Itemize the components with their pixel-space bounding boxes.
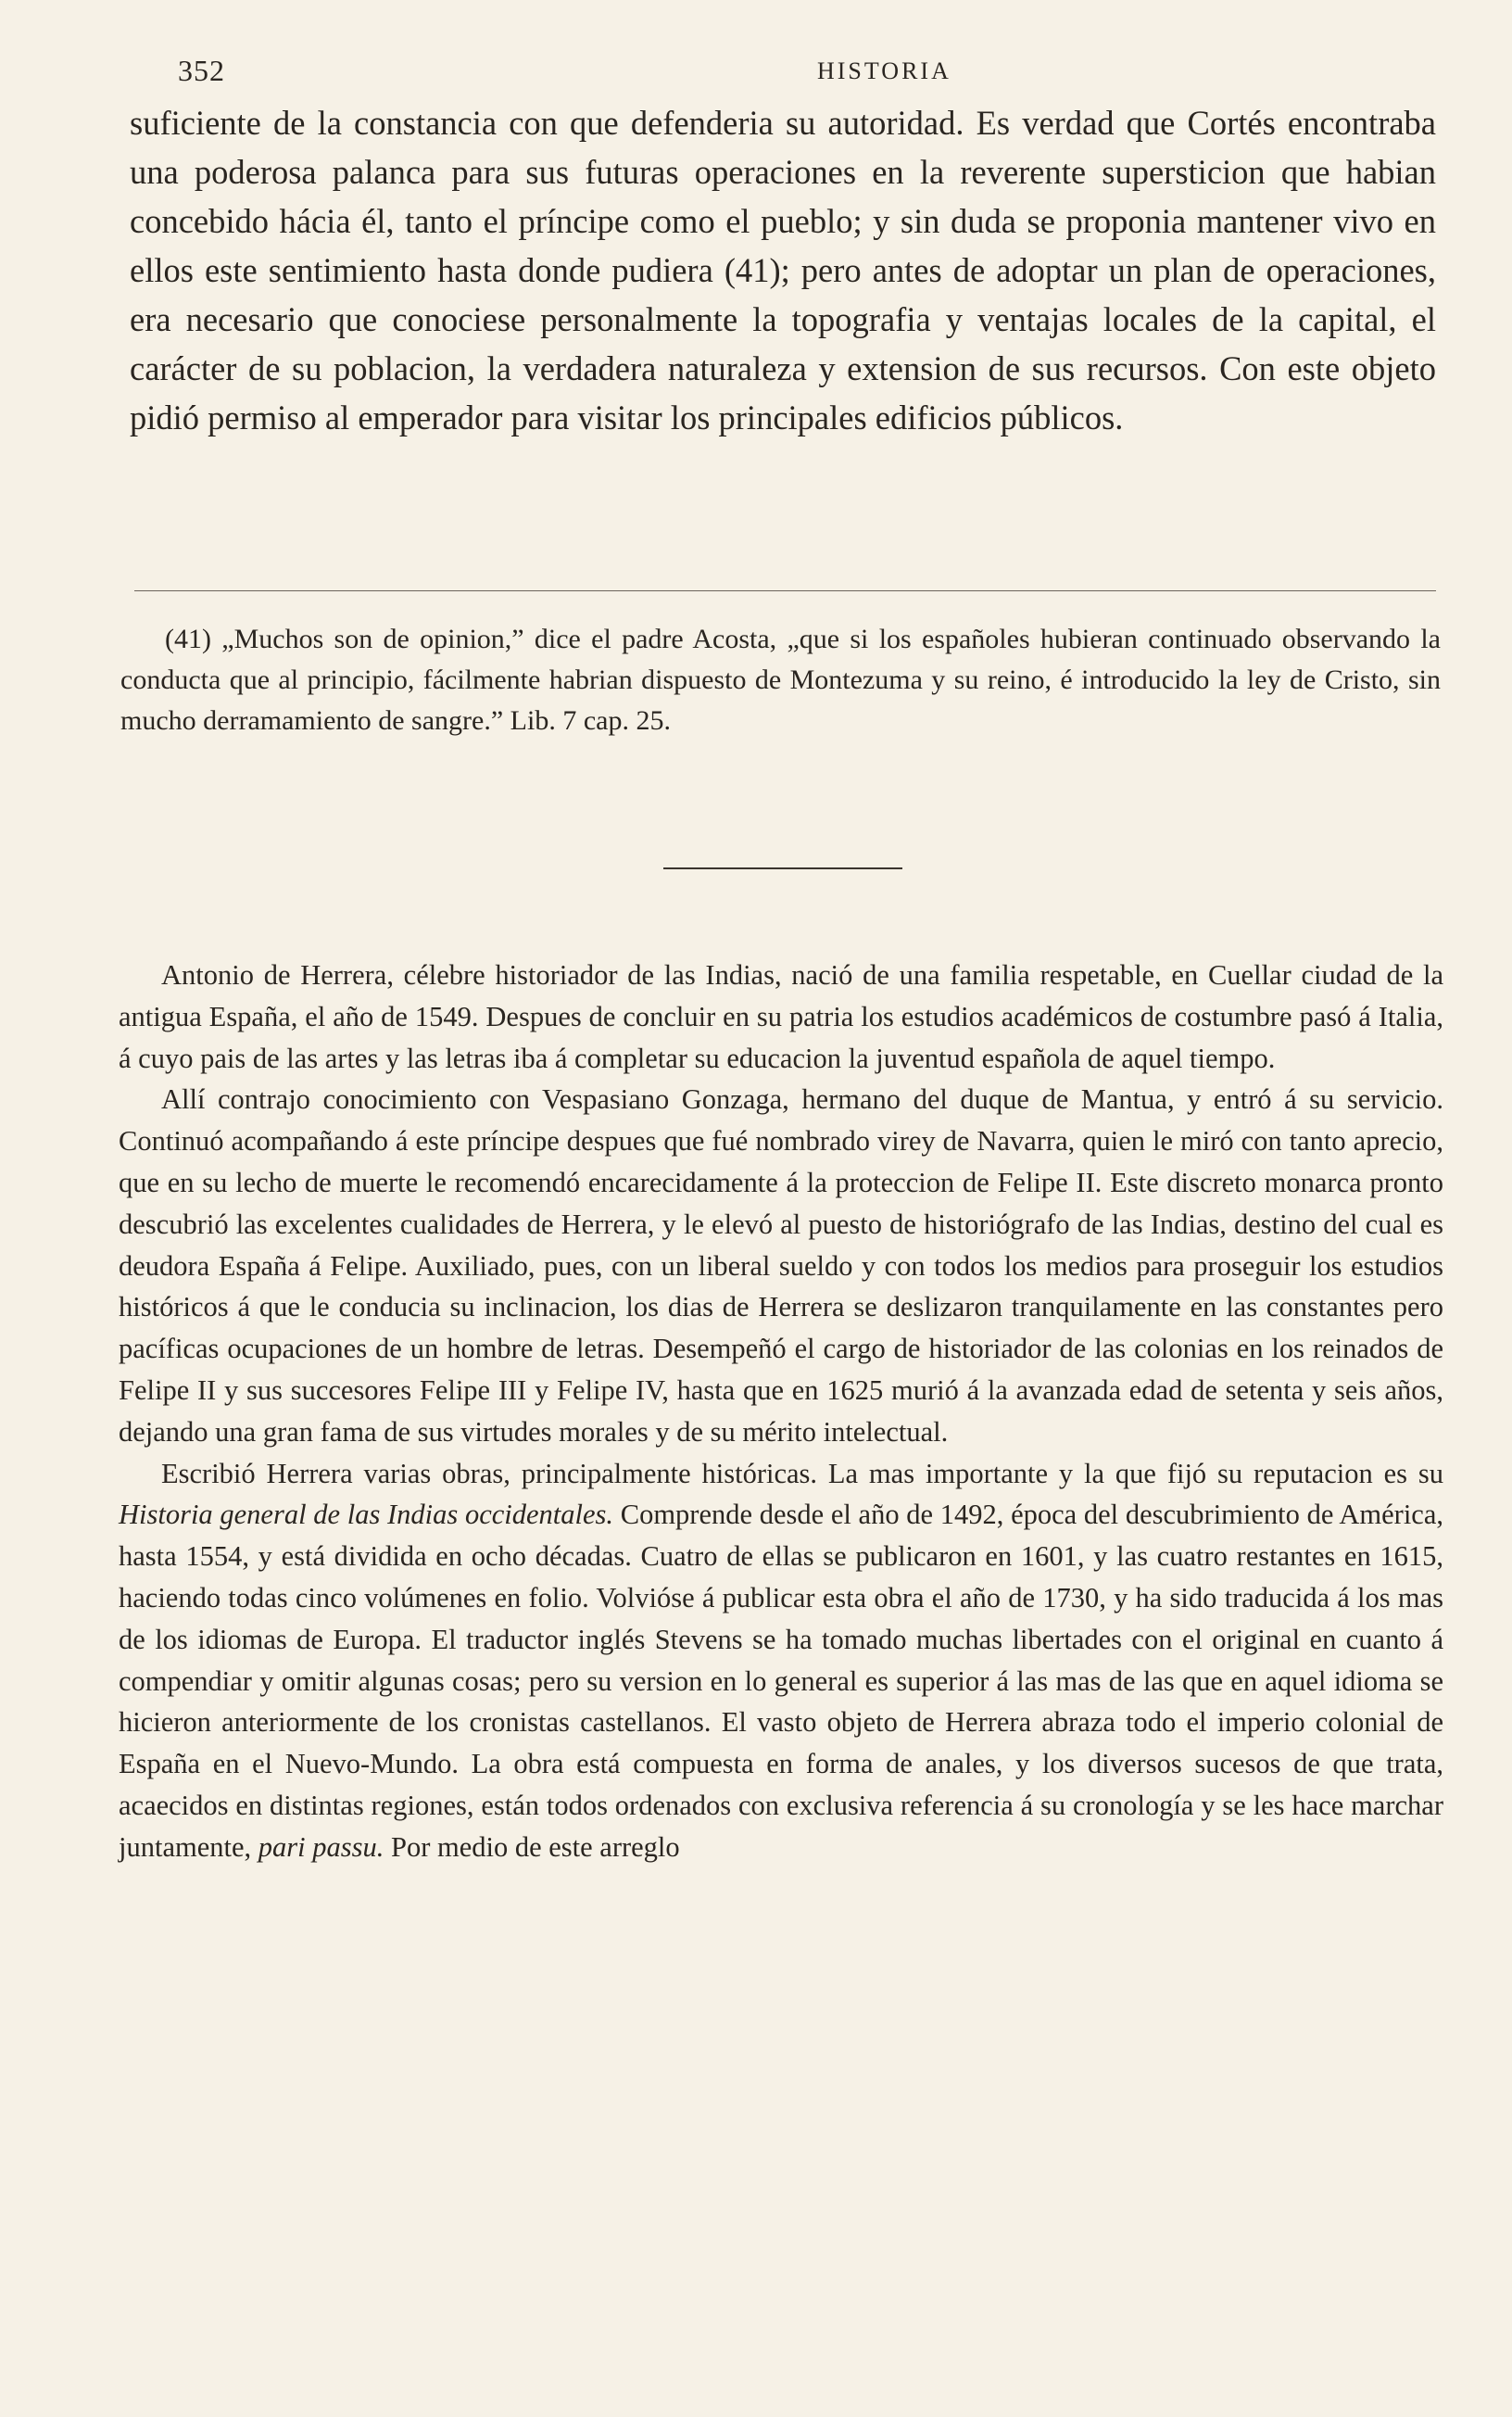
biography-paragraph-1: Antonio de Herrera, célebre historiador de las Indias, nació de una familia respetable, en Cuellar ciudad de la antigua España, el año de 1549. Despues de concluir en su patria los estudios académicos de costumbre pasó á Italia, á cuyo pais de las artes y las letras iba á completar su educacion la juventud española de aquel tiempo. [119,959,1443,1074]
biography-p3-after: Por medio de este arreglo [384,1830,680,1863]
running-title: HISTORIA [817,57,951,84]
work-title: Historia general de las Indias occidentales. [119,1499,614,1531]
main-text [130,98,1436,442]
biography-p3-middle: Comprende desde el año de 1492, época del descubrimiento de América, hasta 1554, y está dividida en ocho décadas. Cuatro de ellas se publicaron en 1601, y las cuatro restantes en 1615, haciendo todas cinco volúmenes en folio. Volvióse á publicar esta obra el año de 1730, y ha sido traducida á los mas de los idiomas de Europa. El traductor inglés Stevens se ha tomado muchas libertades con el original en cuanto á compendiar y omitir algunas cosas; pero su version en lo general es superior á las mas de las que en aquel idioma se hicieron anteriormente de los cronistas castellanos. El vasto objeto de Herrera abraza todo el imperio colonial de España en el Nuevo-Mundo. La obra está compuesta en forma de anales, y los diversos sucesos de que trata, acaecidos en distintas regiones, están todos ordenados con exclusiva referencia á su cronología y se les hace marchar juntamente, [119,1499,1443,1863]
footnote-41: (41) „Muchos son de opinion,” dice el padre Acosta, „que si los españoles hubieran continuado observando la conducta que al principio, fácilmente habrian dispuesto de Montezuma y su reino, é introducido la ley de Cristo, sin mucho derramamiento de sangre.” Lib. 7 cap. 25. [120,624,1441,736]
running-head [120,54,1438,91]
footnote [120,619,1441,741]
main-paragraph: suficiente de la constancia con que defenderia su autoridad. Es verdad que Cortés encontraba una poderosa palanca para sus futuras operaciones en la reverente supersticion que habian concebido hácia él, tanto el príncipe como el pueblo; y sin duda se proponia mantener vivo en ellos este sentimiento hasta donde pudiera (41); pero antes de adoptar un plan de operaciones, era necesario que conociese personalmente la topografia y ventajas locales de la capital, el carácter de su poblacion, la verdadera naturaleza y extension de sus recursos. Con este objeto pidió permiso al emperador para visitar los principales edificios públicos. [130,104,1436,437]
footnote-separator-rule [134,590,1436,591]
biography-paragraph-3 [119,1453,1443,1868]
latin-phrase: pari passu. [258,1830,384,1863]
biography-p3-before: Escribió Herrera varias obras, principalmente históricas. La mas importante y la que fijó su reputacion es su [161,1457,1443,1489]
biography-paragraph-2: Allí contrajo conocimiento con Vespasiano Gonzaga, hermano del duque de Mantua, y entró á su servicio. Continuó acompañando á este príncipe despues que fué nombrado virey de Navarra, quien le miró con tanto aprecio, que en su lecho de muerte le recomendó encarecidamente á la proteccion de Felipe II. Este discreto monarca pronto descubrió las excelentes cualidades de Herrera, y le elevó al puesto de historiógrafo de las Indias, destino del cual es deudora España á Felipe. Auxiliado, pues, con un liberal sueldo y con todos los medios para proseguir los estudios históricos á que le conducia su inclinacion, los dias de Herrera se deslizaron tranquilamente en las constantes pero pacíficas ocupaciones de un hombre de letras. Desempeñó el cargo de historiador de las colonias en los reinados de Felipe II y sus succesores Felipe III y Felipe IV, hasta que en 1625 murió á la avanzada edad de setenta y seis años, dejando una gran fama de sus virtudes morales y de su mérito intelectual. [119,1083,1443,1448]
biography-note [119,955,1443,1868]
page-number: 352 [178,54,225,87]
section-divider-rule [663,867,902,869]
